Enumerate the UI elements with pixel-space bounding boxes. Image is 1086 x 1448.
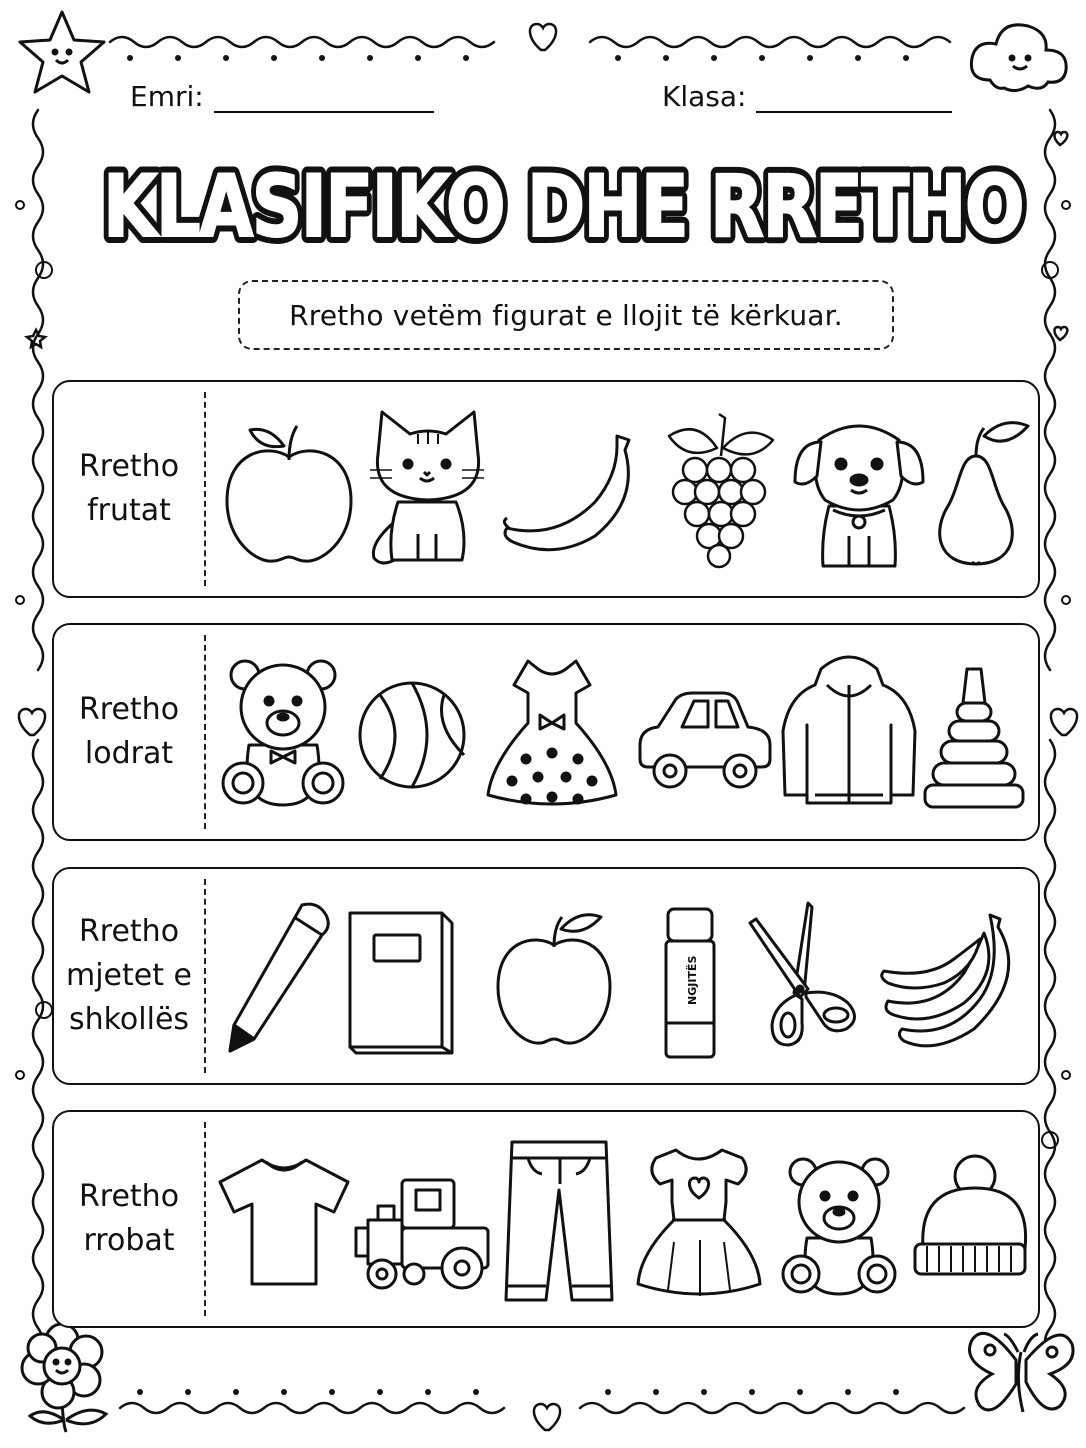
category-row-fruits	[52, 380, 1040, 598]
row-label-line: Rretho	[78, 692, 180, 727]
row-label	[54, 869, 204, 1083]
class-blank-line[interactable]	[756, 83, 952, 113]
ball-icon[interactable]	[352, 675, 472, 795]
category-row-clothes	[52, 1110, 1040, 1328]
dress-icon[interactable]	[482, 653, 622, 813]
name-field[interactable]	[130, 80, 434, 113]
instruction-text: Rretho vetëm figurat e llojit të kërkuar.	[289, 298, 843, 332]
grapes-icon[interactable]	[659, 404, 779, 574]
apple-icon[interactable]	[489, 905, 619, 1055]
bananas-icon[interactable]	[874, 909, 1034, 1059]
t-shirt-icon[interactable]	[214, 1152, 354, 1292]
row-label-line: Rretho	[78, 914, 180, 949]
name-blank-line[interactable]	[214, 83, 434, 113]
pear-icon[interactable]	[914, 412, 1044, 572]
banana-icon[interactable]	[499, 422, 649, 562]
dress-icon[interactable]	[634, 1142, 764, 1302]
teddy-bear-icon[interactable]	[779, 1152, 899, 1302]
row-label	[54, 1112, 204, 1326]
row-label-line: rrobat	[83, 1223, 175, 1258]
row-divider	[204, 635, 206, 829]
name-label: Emri:	[130, 80, 204, 113]
pencil-icon[interactable]	[224, 897, 334, 1057]
notebook-icon[interactable]	[342, 903, 462, 1063]
glue-stick-label: NGJITËS	[686, 955, 699, 1005]
class-label: Klasa:	[662, 80, 747, 113]
butterfly-icon	[970, 1333, 1074, 1412]
category-row-school-supplies	[52, 867, 1040, 1085]
flower-icon	[22, 1324, 106, 1432]
page-title	[90, 148, 1036, 258]
row-divider	[204, 392, 206, 586]
picture-items	[214, 869, 1034, 1083]
picture-items	[214, 382, 1034, 596]
row-label	[54, 625, 204, 839]
row-divider	[204, 879, 206, 1073]
pants-icon[interactable]	[504, 1136, 614, 1306]
scissors-icon[interactable]	[744, 897, 864, 1057]
dog-icon[interactable]	[789, 406, 929, 576]
jacket-icon[interactable]	[779, 655, 919, 815]
cat-icon[interactable]	[362, 404, 492, 574]
row-label-line: lodrat	[84, 736, 174, 771]
row-divider	[204, 1122, 206, 1316]
row-label-line: shkollës	[68, 1002, 190, 1037]
apple-icon[interactable]	[214, 412, 364, 572]
teddy-bear-icon[interactable]	[219, 653, 349, 813]
row-label-line: frutat	[87, 493, 171, 528]
glue-stick-icon[interactable]	[654, 903, 724, 1063]
instruction-box	[238, 280, 894, 350]
row-label-line: mjetet e	[66, 958, 192, 993]
winter-hat-icon[interactable]	[909, 1152, 1029, 1292]
page-title-fill: KLASIFIKO DHE RRETHO	[103, 157, 1023, 257]
picture-items	[214, 625, 1034, 839]
cloud-icon	[971, 25, 1066, 91]
category-row-toys	[52, 623, 1040, 841]
row-label	[54, 382, 204, 596]
class-field[interactable]	[662, 80, 952, 113]
toy-train-icon[interactable]	[354, 1174, 494, 1294]
page-title-outline: KLASIFIKO DHE RRETHO	[103, 157, 1023, 257]
row-label-line: Rretho	[78, 1179, 180, 1214]
star-icon	[20, 12, 104, 92]
stacking-rings-icon[interactable]	[919, 665, 1029, 815]
toy-car-icon[interactable]	[632, 685, 772, 795]
row-label-line: Rretho	[78, 449, 180, 484]
picture-items	[214, 1112, 1034, 1326]
